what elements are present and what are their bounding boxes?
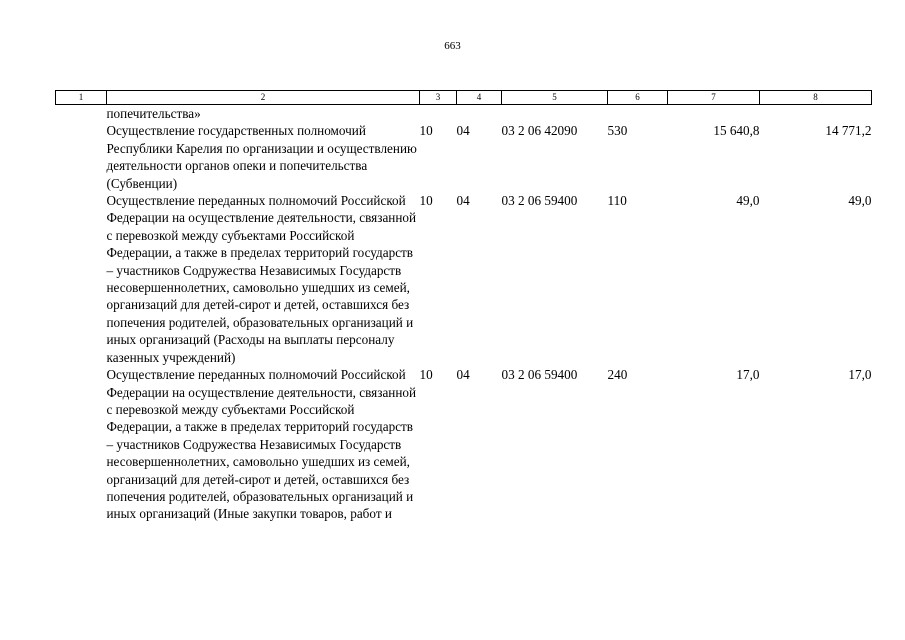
- expense-type-code: 110: [607, 193, 627, 209]
- page-number: 663: [444, 40, 461, 52]
- column-header: 5: [502, 91, 608, 105]
- target-article-code: 03 2 06 59400: [501, 193, 578, 209]
- subsection-code: 04: [456, 367, 470, 383]
- section-code: 10: [419, 123, 433, 139]
- amount-col8: 49,0: [848, 193, 872, 209]
- column-header: 3: [420, 91, 457, 105]
- subsection-code: 04: [456, 123, 470, 139]
- table-row-continuation: [56, 105, 872, 123]
- column-header: 6: [608, 91, 668, 105]
- column-header: 2: [107, 91, 420, 105]
- amount-col8: 17,0: [848, 367, 872, 383]
- amount-col7: 49,0: [736, 193, 760, 209]
- column-number-row: [56, 91, 872, 105]
- section-code: 10: [419, 193, 433, 209]
- amount-col7: 15 640,8: [713, 123, 760, 139]
- expense-type-code: 530: [607, 123, 628, 139]
- table-row: [56, 122, 872, 192]
- expense-type-code: 240: [607, 367, 628, 383]
- subsection-code: 04: [456, 193, 470, 209]
- column-header: 4: [457, 91, 502, 105]
- section-code: 10: [419, 367, 433, 383]
- row-name: попечительства»: [106, 106, 201, 121]
- target-article-code: 03 2 06 59400: [501, 367, 578, 383]
- column-header: 8: [760, 91, 872, 105]
- row-name: Осуществление переданных полномочий Российской Федерации на осуществление деятельности, связанной с перевозкой между субъектами Российской Федерации, а также в пределах территорий государств – участников Содружества Независимых Государств несовершеннолетних, самовольно ушедших из семей, организаций для детей-сирот и детей, оставшихся без попечения родителей, образовательных организаций и иных организаций (Расходы на выплаты персоналу казенных учреждений): [106, 193, 417, 365]
- budget-table: [55, 90, 872, 523]
- row-name: Осуществление переданных полномочий Российской Федерации на осуществление деятельности, связанной с перевозкой между субъектами Российской Федерации, а также в пределах территорий государств – участников Содружества Независимых Государств несовершеннолетних, самовольно ушедших из семей, организаций для детей-сирот и детей, оставшихся без попечения родителей, образовательных организаций и иных организаций (Иные закупки товаров, работ и: [106, 367, 417, 522]
- column-header: 7: [668, 91, 760, 105]
- amount-col8: 14 771,2: [825, 123, 872, 139]
- table-row: [56, 192, 872, 366]
- table-row: [56, 366, 872, 523]
- row-name: Осуществление государственных полномочий Республики Карелия по организации и осуществлению деятельности органов опеки и попечительства (Субвенции): [106, 123, 417, 191]
- amount-col7: 17,0: [736, 367, 760, 383]
- target-article-code: 03 2 06 42090: [501, 123, 578, 139]
- column-header: 1: [56, 91, 107, 105]
